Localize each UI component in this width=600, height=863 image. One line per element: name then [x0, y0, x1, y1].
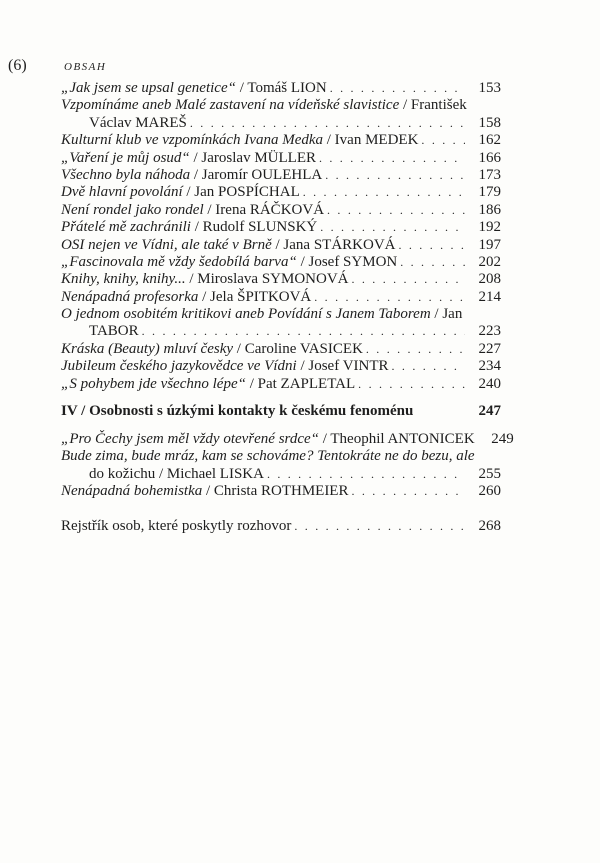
leader-dots [314, 289, 465, 306]
toc-entry [61, 97, 501, 114]
entry-author: / Ivan MEDEK [323, 132, 419, 149]
entry-page: 158 [478, 114, 501, 131]
entry-author: / Rudolf SLUNSKÝ [190, 219, 318, 236]
leader-dots [190, 115, 465, 132]
entry-text [61, 358, 389, 375]
entry-text [61, 237, 396, 254]
entry-text [61, 219, 317, 236]
entry-title: Přátelé mě zachránili [61, 219, 191, 236]
entry-author: / Miroslava SYMONOVÁ [185, 271, 349, 288]
entry-text [61, 483, 348, 500]
entry-author: / Josef SYMON [296, 253, 398, 270]
entry-title: „Jak jsem se upsal genetice“ [61, 80, 236, 96]
entry-title: Kulturní klub ve vzpomínkách Ivana Medka [61, 132, 324, 149]
entry-title: Dvě hlavní povolání [61, 184, 183, 201]
entry-page: 197 [478, 236, 501, 253]
toc-entry [61, 219, 501, 236]
toc-entry [61, 237, 501, 254]
leader-dots [303, 184, 465, 201]
toc-entry [61, 132, 501, 149]
toc-entry [61, 80, 501, 97]
toc-entry [61, 376, 501, 393]
entry-page: 240 [478, 375, 501, 392]
entry-text [61, 167, 322, 184]
index-label: Rejstřík osob, které poskytly rozhovor [61, 517, 292, 534]
entry-continuation: Václav MAREŠ [89, 114, 187, 131]
toc-entry [61, 254, 501, 271]
entry-text [61, 150, 316, 167]
toc-entry [61, 431, 514, 448]
entry-title: Bude zima, bude mráz, kam se schováme? Tentokráte ne do bezu, ale [61, 448, 475, 465]
entry-page: 173 [478, 166, 501, 183]
entry-text [61, 341, 363, 358]
entry-author: / Christa ROTHMEIER [202, 483, 349, 500]
entry-title: „S pohybem jde všechno lépe“ [61, 375, 246, 392]
entry-page: 179 [478, 184, 501, 201]
entry-text [61, 376, 355, 393]
toc-entry-continuation [61, 323, 501, 340]
leader-dots [320, 219, 465, 236]
entry-page: 223 [478, 323, 501, 340]
entry-author: / Jaromír OULEHLA [190, 166, 323, 183]
leader-dots [319, 150, 465, 167]
entry-text [61, 202, 324, 219]
leader-dots [392, 358, 465, 375]
index-entry [61, 518, 501, 535]
entry-author: / Caroline VASICEK [233, 340, 363, 357]
entry-author: / František [399, 97, 467, 114]
toc-entry [61, 289, 501, 306]
section-page: 247 [478, 403, 501, 420]
entry-text [61, 306, 462, 323]
toc-entry [61, 184, 501, 201]
entry-page: 227 [478, 340, 501, 357]
toc-entry [61, 202, 501, 219]
entry-continuation: TABOR [89, 323, 139, 340]
entry-author: / Jana STÁRKOVÁ [271, 236, 396, 253]
leader-dots [366, 341, 465, 358]
page-number: (6) [8, 57, 27, 74]
entry-title: Nenápadná profesorka [61, 288, 199, 305]
entry-page: 260 [478, 483, 501, 500]
toc-entry-continuation [61, 115, 501, 132]
section-heading [61, 403, 501, 425]
entry-title: OSI nejen ve Vídni, ale také v Brně [61, 236, 272, 253]
toc-entry [61, 271, 501, 288]
entry-title: „Fascinovala mě vždy šedobílá barva“ [61, 253, 297, 270]
entry-title: Nenápadná bohemistka [61, 483, 203, 500]
leader-dots [358, 376, 465, 393]
leader-dots [330, 80, 465, 97]
entry-title: Jubileum českého jazykovědce ve Vídni [61, 358, 297, 375]
entries-part-b [61, 431, 514, 501]
entry-author: / Tomáš LION [235, 80, 327, 96]
entry-text [61, 431, 475, 448]
leader-dots [351, 483, 465, 500]
leader-dots [142, 323, 465, 340]
toc-entry [61, 150, 501, 167]
entry-page: 214 [478, 288, 501, 305]
entry-page: 208 [478, 271, 501, 288]
toc-entry [61, 358, 501, 375]
section-label: IV / Osobnosti s úzkými kontakty k českému fenoménu [61, 403, 414, 420]
index-page: 268 [478, 517, 501, 534]
entry-author: / Jan POSPÍCHAL [182, 184, 300, 201]
toc-entry [61, 167, 501, 184]
entry-author: / Josef VINTR [296, 358, 389, 375]
entry-text [61, 132, 418, 149]
entry-title: Kráska (Beauty) mluví česky [61, 340, 234, 357]
entry-page: 234 [478, 358, 501, 375]
entry-text [61, 289, 311, 306]
running-title: OBSAH [64, 61, 107, 73]
entry-page: 202 [478, 253, 501, 270]
entry-page: 162 [478, 132, 501, 149]
entry-page: 186 [478, 201, 501, 218]
entry-author: / Jela ŠPITKOVÁ [198, 288, 312, 305]
entry-title: Vzpomínáme aneb Malé zastavení na vídeňské slavistice [61, 97, 400, 114]
entry-title: Knihy, knihy, knihy... [61, 271, 186, 288]
entry-text [61, 254, 397, 271]
leader-dots [421, 132, 465, 149]
entry-page: 255 [478, 465, 501, 482]
toc-entry [61, 483, 501, 500]
entry-title: „Pro Čechy jsem měl vždy otevřené srdce“ [61, 431, 319, 448]
leader-dots [325, 167, 465, 184]
table-of-contents [61, 80, 514, 535]
entry-title: Není rondel jako rondel [61, 201, 204, 218]
entry-title: Všechno byla náhoda [61, 166, 191, 183]
toc-entry [61, 306, 501, 323]
entry-title: „Vaření je můj osud“ [61, 149, 190, 166]
entry-author: / Jaroslav MÜLLER [189, 149, 316, 166]
entry-page: 192 [478, 219, 501, 236]
page-header [8, 57, 106, 75]
entry-author: / Pat ZAPLETAL [245, 375, 356, 392]
entry-page: 249 [491, 431, 514, 448]
entry-page: 153 [478, 80, 501, 96]
entries-part-a [61, 80, 501, 393]
toc-entry-continuation [61, 466, 501, 483]
toc-entry [61, 341, 501, 358]
entry-text [61, 448, 475, 465]
leader-dots [352, 271, 466, 288]
leader-dots [267, 466, 465, 483]
toc-entry [61, 448, 501, 465]
entry-text [61, 80, 327, 97]
leader-dots [327, 202, 465, 219]
entry-author: / Theophil ANTONICEK [318, 431, 475, 448]
leader-dots [399, 237, 466, 254]
leader-dots [294, 518, 465, 535]
entry-text [61, 97, 467, 114]
entry-text [61, 271, 349, 288]
entry-author: / Jan [430, 306, 463, 323]
leader-dots [400, 254, 465, 271]
entry-text [61, 184, 300, 201]
entry-page: 166 [478, 149, 501, 166]
entry-title: O jednom osobitém kritikovi aneb Povídání s Janem Taborem [61, 306, 431, 323]
entry-author: / Irena RÁČKOVÁ [203, 201, 325, 218]
entry-continuation: do kožichu / Michael LISKA [89, 465, 264, 482]
